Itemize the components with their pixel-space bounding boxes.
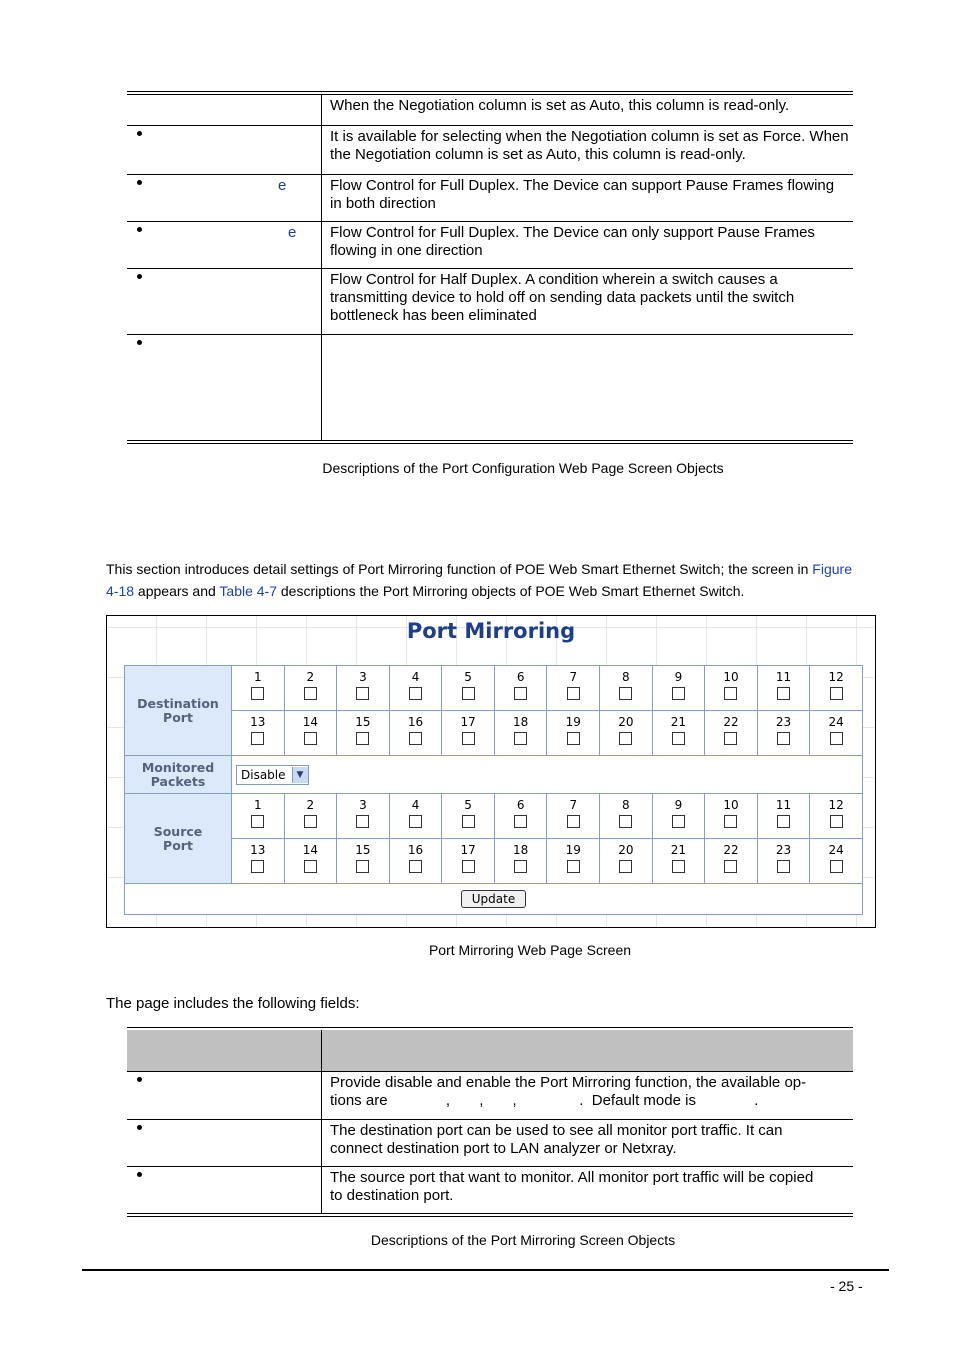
- destination-row-2: [125, 711, 863, 756]
- source-port-checkbox[interactable]: [830, 815, 843, 828]
- bullet-icon: [137, 1125, 142, 1130]
- destination-port-checkbox[interactable]: [514, 687, 527, 700]
- destination-port-checkbox[interactable]: [356, 687, 369, 700]
- monitored-row: [125, 756, 863, 794]
- source-row-1: [125, 794, 863, 839]
- row-description-line: to destination port.: [330, 1186, 454, 1204]
- row-description: When the Negotiation column is set as Auto, this column is read-only.: [322, 95, 854, 125]
- port-number: 17: [460, 843, 476, 857]
- table2-caption: Descriptions of the Port Mirroring Screen Objects: [370, 1232, 676, 1248]
- source-port-checkbox[interactable]: [251, 860, 264, 873]
- update-row: [125, 884, 863, 915]
- row-description-line: The destination port can be used to see all monitor port traffic. It can: [330, 1121, 783, 1139]
- port-number: 8: [622, 670, 630, 684]
- source-port-checkbox[interactable]: [304, 860, 317, 873]
- term-fragment: e: [278, 176, 287, 194]
- bullet-icon: [137, 180, 142, 185]
- page-title: Port Mirroring: [406, 619, 576, 643]
- port-mirroring-screenshot: [106, 615, 876, 928]
- table-row: [127, 268, 853, 334]
- port-number: 9: [674, 670, 683, 684]
- table1-bottom-rule: [127, 440, 853, 441]
- source-port-label: Source Port: [125, 794, 232, 884]
- source-port-checkbox[interactable]: [462, 815, 475, 828]
- table-row: [127, 1166, 853, 1213]
- source-port-checkbox[interactable]: [777, 860, 790, 873]
- row-description: It is available for selecting when the Negotiation column is set as Force. When the Negotiation column is set as Auto, this column is read-only.: [322, 125, 854, 174]
- port-number: 14: [302, 843, 318, 857]
- row-description: [322, 334, 854, 441]
- table-row: [127, 1119, 853, 1166]
- source-port-checkbox[interactable]: [356, 815, 369, 828]
- source-port-checkbox[interactable]: [672, 815, 685, 828]
- port-number: 24: [828, 715, 844, 729]
- source-port-checkbox[interactable]: [514, 860, 527, 873]
- port-number: 8: [622, 798, 630, 812]
- source-port-checkbox[interactable]: [567, 815, 580, 828]
- port-number: 7: [569, 670, 578, 684]
- bullet-icon: [137, 227, 142, 232]
- chevron-down-icon[interactable]: ▼: [292, 767, 308, 783]
- port-mirroring-form: [124, 665, 863, 915]
- figure-link-number[interactable]: 4-18: [106, 583, 135, 599]
- port-number: 18: [513, 843, 529, 857]
- destination-port-checkbox[interactable]: [462, 732, 475, 745]
- row-description: Flow Control for Full Duplex. The Device can only support Pause Frames flowing in one direction: [322, 221, 854, 268]
- port-number: 9: [674, 798, 683, 812]
- port-number: 10: [723, 670, 739, 684]
- destination-port-checkbox[interactable]: [251, 687, 264, 700]
- port-number: 17: [460, 715, 476, 729]
- port-number: 23: [775, 715, 792, 729]
- source-port-checkbox[interactable]: [514, 815, 527, 828]
- source-port-checkbox[interactable]: [251, 815, 264, 828]
- source-port-checkbox[interactable]: [830, 860, 843, 873]
- bullet-icon: [137, 1172, 142, 1177]
- source-port-checkbox[interactable]: [409, 860, 422, 873]
- footer-rule: [82, 1269, 889, 1271]
- destination-port-checkbox[interactable]: [304, 687, 317, 700]
- source-port-checkbox[interactable]: [462, 860, 475, 873]
- port-number: 10: [723, 798, 739, 812]
- bullet-icon: [137, 274, 142, 279]
- port-number: 1: [253, 670, 262, 684]
- figure-caption: Port Mirroring Web Page Screen: [428, 942, 632, 958]
- port-number: 2: [306, 798, 315, 812]
- table-row: [127, 1072, 853, 1119]
- destination-port-checkbox[interactable]: [567, 732, 580, 745]
- port-number: 24: [828, 843, 844, 857]
- port-number: 11: [775, 798, 792, 812]
- bullet-icon: [137, 1077, 142, 1082]
- port-number: 1: [253, 798, 262, 812]
- port-number: 6: [516, 798, 525, 812]
- row-description: Flow Control for Full Duplex. The Device can support Pause Frames flowing in both direction: [322, 174, 854, 221]
- port-number: 20: [618, 843, 634, 857]
- port-number: 5: [464, 798, 472, 812]
- table-row: [127, 221, 853, 268]
- port-number: 7: [569, 798, 578, 812]
- port-number: 19: [565, 843, 581, 857]
- table2-top-rule: [127, 1027, 853, 1028]
- port-number: 19: [565, 715, 581, 729]
- destination-port-checkbox[interactable]: [304, 732, 317, 745]
- port-number: 2: [306, 670, 315, 684]
- intro-paragraph: This section introduces detail settings of Port Mirroring function of POE Web Smart Ethernet Switch; the screen in Figure 4-18 appears and Table 4-7 descriptions the Port Mirroring objects of POE Web Smart Ethernet Switch.: [106, 561, 852, 599]
- row-description-line: tions are , , , . Default mode is .: [330, 1092, 759, 1109]
- port-number: 22: [723, 843, 739, 857]
- port-number: 4: [411, 670, 420, 684]
- table-row: [127, 125, 853, 174]
- port-number: 16: [407, 715, 424, 729]
- port-number: 3: [359, 670, 367, 684]
- source-port-checkbox[interactable]: [724, 815, 737, 828]
- source-port-checkbox[interactable]: [304, 815, 317, 828]
- port-number: 6: [516, 670, 525, 684]
- table-row: [127, 95, 853, 125]
- destination-port-checkbox[interactable]: [724, 687, 737, 700]
- destination-port-checkbox[interactable]: [409, 732, 422, 745]
- port-number: 13: [250, 843, 266, 857]
- destination-row-1: [125, 666, 863, 711]
- figure-link[interactable]: Figure: [812, 561, 852, 577]
- port-number: 21: [670, 715, 687, 729]
- destination-port-checkbox[interactable]: [514, 732, 527, 745]
- destination-port-checkbox[interactable]: [619, 687, 632, 700]
- table2-bottom-rule: [127, 1213, 853, 1214]
- port-number: 14: [302, 715, 318, 729]
- destination-port-checkbox[interactable]: [777, 732, 790, 745]
- table-row: [127, 174, 853, 221]
- bullet-icon: [137, 340, 142, 345]
- port-number: 4: [411, 798, 420, 812]
- destination-port-checkbox[interactable]: [251, 732, 264, 745]
- row-description-line: The source port that want to monitor. All monitor port traffic will be copied: [330, 1168, 814, 1186]
- table2-bottom-rule-2: [127, 1216, 853, 1217]
- monitored-packets-label: Monitored Packets: [125, 756, 232, 794]
- source-port-checkbox[interactable]: [724, 860, 737, 873]
- destination-port-checkbox[interactable]: [567, 687, 580, 700]
- table1-top-rule: [127, 91, 853, 92]
- destination-port-label: Destination Port: [125, 666, 232, 756]
- port-number: 11: [775, 670, 792, 684]
- source-port-checkbox[interactable]: [356, 860, 369, 873]
- source-row-2: [125, 839, 863, 884]
- destination-port-checkbox[interactable]: [672, 732, 685, 745]
- port-config-desc-table: [127, 95, 853, 441]
- port-number: 22: [723, 715, 739, 729]
- source-port-checkbox[interactable]: [409, 815, 422, 828]
- port-number: 3: [359, 798, 367, 812]
- source-port-checkbox[interactable]: [567, 860, 580, 873]
- update-button[interactable]: Update: [461, 890, 526, 908]
- monitored-packets-select[interactable]: Disable ▼: [236, 765, 309, 785]
- row-description-line: Provide disable and enable the Port Mirroring function, the available op-: [330, 1074, 807, 1091]
- destination-port-checkbox[interactable]: [777, 687, 790, 700]
- row-description: Flow Control for Half Duplex. A condition wherein a switch causes a transmitting device to hold off on sending data packets until the switch bottleneck has been eliminated: [322, 268, 854, 334]
- table-row: [127, 334, 853, 441]
- table1-bottom-rule-2: [127, 443, 853, 444]
- page-number: - 25 -: [830, 1278, 863, 1294]
- source-port-checkbox[interactable]: [777, 815, 790, 828]
- destination-port-checkbox[interactable]: [724, 732, 737, 745]
- term-fragment: e: [288, 223, 297, 241]
- destination-port-checkbox[interactable]: [409, 687, 422, 700]
- source-port-checkbox[interactable]: [672, 860, 685, 873]
- destination-port-checkbox[interactable]: [462, 687, 475, 700]
- port-number: 23: [775, 843, 792, 857]
- port-number: 21: [670, 843, 687, 857]
- source-port-checkbox[interactable]: [619, 860, 632, 873]
- port-number: 12: [828, 798, 844, 812]
- fields-intro: The page includes the following fields:: [106, 995, 360, 1012]
- port-number: 13: [250, 715, 266, 729]
- destination-port-checkbox[interactable]: [356, 732, 369, 745]
- destination-port-checkbox[interactable]: [672, 687, 685, 700]
- destination-port-checkbox[interactable]: [830, 687, 843, 700]
- port-number: 18: [513, 715, 529, 729]
- destination-port-checkbox[interactable]: [619, 732, 632, 745]
- port-number: 20: [618, 715, 634, 729]
- destination-port-checkbox[interactable]: [830, 732, 843, 745]
- port-number: 12: [828, 670, 844, 684]
- source-port-checkbox[interactable]: [619, 815, 632, 828]
- bullet-icon: [137, 131, 142, 136]
- table2-header: [127, 1030, 853, 1072]
- port-number: 5: [464, 670, 472, 684]
- port-number: 16: [407, 843, 424, 857]
- port-number: 15: [355, 715, 371, 729]
- port-mirroring-desc-table: [127, 1072, 853, 1213]
- row-description-line: connect destination port to LAN analyzer or Netxray.: [330, 1139, 677, 1157]
- table1-caption: Descriptions of the Port Configuration Web Page Screen Objects: [322, 460, 724, 476]
- table-link[interactable]: Table 4-7: [219, 583, 277, 599]
- port-number: 15: [355, 843, 371, 857]
